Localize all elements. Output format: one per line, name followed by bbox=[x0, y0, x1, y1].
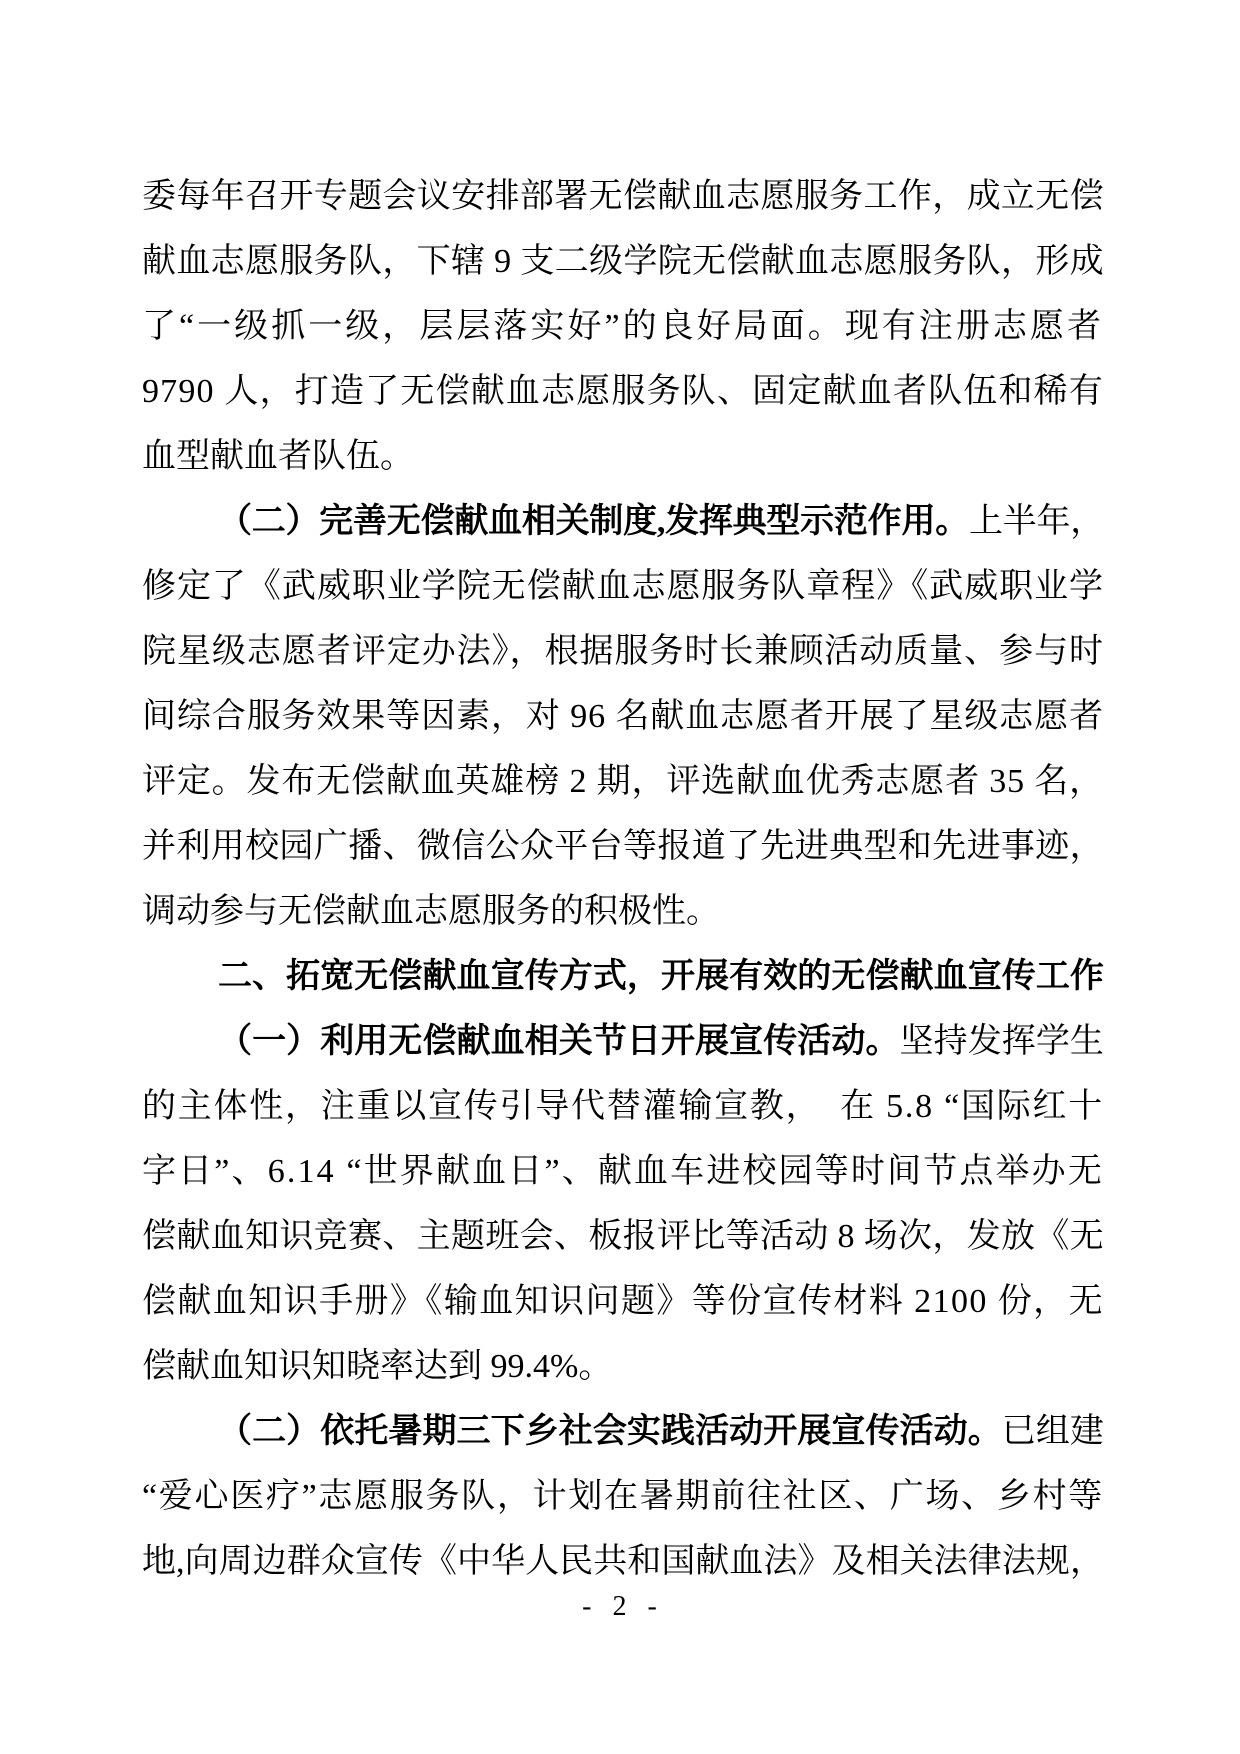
line-content bbox=[142, 763, 1104, 800]
text-segment-body: 偿献血知识知晓率达到 99.4%。 bbox=[142, 1348, 613, 1385]
para-sanxiaxiang-line-3 bbox=[142, 1529, 1104, 1594]
text-segment-body: 院星级志愿者评定办法》，根据服务时长兼顾活动质量、参与时 bbox=[142, 633, 1104, 670]
line-content bbox=[142, 373, 1104, 410]
para-sanxiaxiang-line-2 bbox=[142, 1464, 1104, 1529]
text-segment-body: 偿献血知识竞赛、主题班会、板报评比等活动 8 场次，发放《无 bbox=[142, 1218, 1104, 1255]
text-segment-body: 调动参与无偿献血志愿服务的积极性。 bbox=[142, 893, 720, 930]
text-segment-body: 的主体性，注重以宣传引导代替灌输宣教， 在 5.8 “国际红十 bbox=[142, 1088, 1104, 1125]
line-content bbox=[218, 503, 1104, 540]
line-content bbox=[142, 308, 1104, 345]
line-content bbox=[142, 828, 1104, 865]
text-segment-body: 并利用校园广播、微信公众平台等报道了先进典型和先进事迹， bbox=[142, 828, 1104, 865]
para-festival-line-6 bbox=[142, 1334, 1104, 1399]
para-system-line-4 bbox=[142, 684, 1104, 749]
para-festival-line-2 bbox=[142, 1074, 1104, 1139]
line-content bbox=[142, 1218, 1104, 1255]
para-system-line-5 bbox=[142, 749, 1104, 814]
line-content bbox=[142, 1478, 1104, 1515]
section-heading-2 bbox=[142, 944, 1104, 1009]
para-committee-line-2 bbox=[142, 229, 1104, 294]
para-committee-line-3 bbox=[142, 294, 1104, 359]
subsection-2-2-lead bbox=[142, 1399, 1104, 1464]
text-segment-lead: （一）利用无偿献血相关节日开展宣传活动。 bbox=[218, 1023, 900, 1060]
page-footer bbox=[142, 1590, 1104, 1624]
line-content bbox=[218, 1413, 1104, 1450]
text-segment-body: 9790 人，打造了无偿献血志愿服务队、固定献血者队伍和稀有 bbox=[142, 373, 1104, 410]
para-system-line-6 bbox=[142, 814, 1104, 879]
line-content bbox=[142, 1543, 1104, 1580]
text-segment-lead: （二）完善无偿献血相关制度,发挥典型示范作用。 bbox=[218, 503, 969, 540]
para-festival-line-4 bbox=[142, 1204, 1104, 1269]
text-segment-body: 间综合服务效果等因素，对 96 名献血志愿者开展了星级志愿者 bbox=[142, 698, 1104, 735]
line-content bbox=[142, 633, 1104, 670]
para-committee-line-1 bbox=[142, 164, 1104, 229]
text-segment-body: 偿献血知识手册》《输血知识问题》等份宣传材料 2100 份，无 bbox=[142, 1283, 1104, 1320]
page-number: - 2 - bbox=[582, 1591, 664, 1622]
line-content bbox=[142, 243, 1104, 280]
line-content bbox=[142, 178, 1104, 215]
text-segment-body: 献血志愿服务队，下辖 9 支二级学院无偿献血志愿服务队，形成 bbox=[142, 243, 1104, 280]
text-segment-body: 评定。发布无偿献血英雄榜 2 期，评选献血优秀志愿者 35 名， bbox=[142, 763, 1104, 800]
line-content bbox=[218, 1023, 1104, 1060]
line-content bbox=[142, 1348, 612, 1385]
text-segment-body: 字日”、6.14 “世界献血日”、献血车进校园等时间节点举办无 bbox=[142, 1153, 1104, 1190]
subsection-2-1-lead bbox=[142, 1009, 1104, 1074]
line-content bbox=[142, 1088, 1104, 1125]
subsection-1-2-lead bbox=[142, 489, 1104, 554]
text-segment-body: 血型献血者队伍。 bbox=[142, 438, 414, 475]
line-content bbox=[142, 1153, 1104, 1190]
para-system-line-7 bbox=[142, 879, 1104, 944]
para-committee-line-4 bbox=[142, 359, 1104, 424]
line-content bbox=[142, 438, 414, 475]
line-content bbox=[142, 1283, 1104, 1320]
text-segment-body: “爱心医疗”志愿服务队，计划在暑期前往社区、广场、乡村等 bbox=[142, 1478, 1104, 1515]
text-segment-heading: 二、拓宽无偿献血宣传方式，开展有效的无偿献血宣传工作 bbox=[218, 957, 1104, 995]
text-segment-body: 上半年， bbox=[968, 503, 1105, 540]
text-segment-body: 修定了《武威职业学院无偿献血志愿服务队章程》《武威职业学 bbox=[142, 568, 1104, 605]
text-segment-body: 坚持发挥学生 bbox=[899, 1023, 1105, 1060]
line-content bbox=[142, 893, 720, 930]
text-segment-lead: （二）依托暑期三下乡社会实践活动开展宣传活动。 bbox=[218, 1413, 1002, 1450]
text-segment-body: 委每年召开专题会议安排部署无偿献血志愿服务工作，成立无偿 bbox=[142, 178, 1104, 215]
para-system-line-3 bbox=[142, 619, 1104, 684]
text-segment-body: 地,向周边群众宣传《中华人民共和国献血法》及相关法律法规， bbox=[142, 1543, 1104, 1580]
line-content bbox=[218, 958, 1104, 995]
text-segment-body: 已组建 bbox=[1001, 1413, 1105, 1450]
para-festival-line-3 bbox=[142, 1139, 1104, 1204]
text-segment-body: 了“一级抓一级，层层落实好”的良好局面。现有注册志愿者 bbox=[142, 308, 1104, 345]
para-festival-line-5 bbox=[142, 1269, 1104, 1334]
line-content bbox=[142, 568, 1104, 605]
line-content bbox=[142, 698, 1104, 735]
para-committee-line-5 bbox=[142, 424, 1104, 489]
para-system-line-2 bbox=[142, 554, 1104, 619]
document-body bbox=[142, 164, 1104, 1594]
